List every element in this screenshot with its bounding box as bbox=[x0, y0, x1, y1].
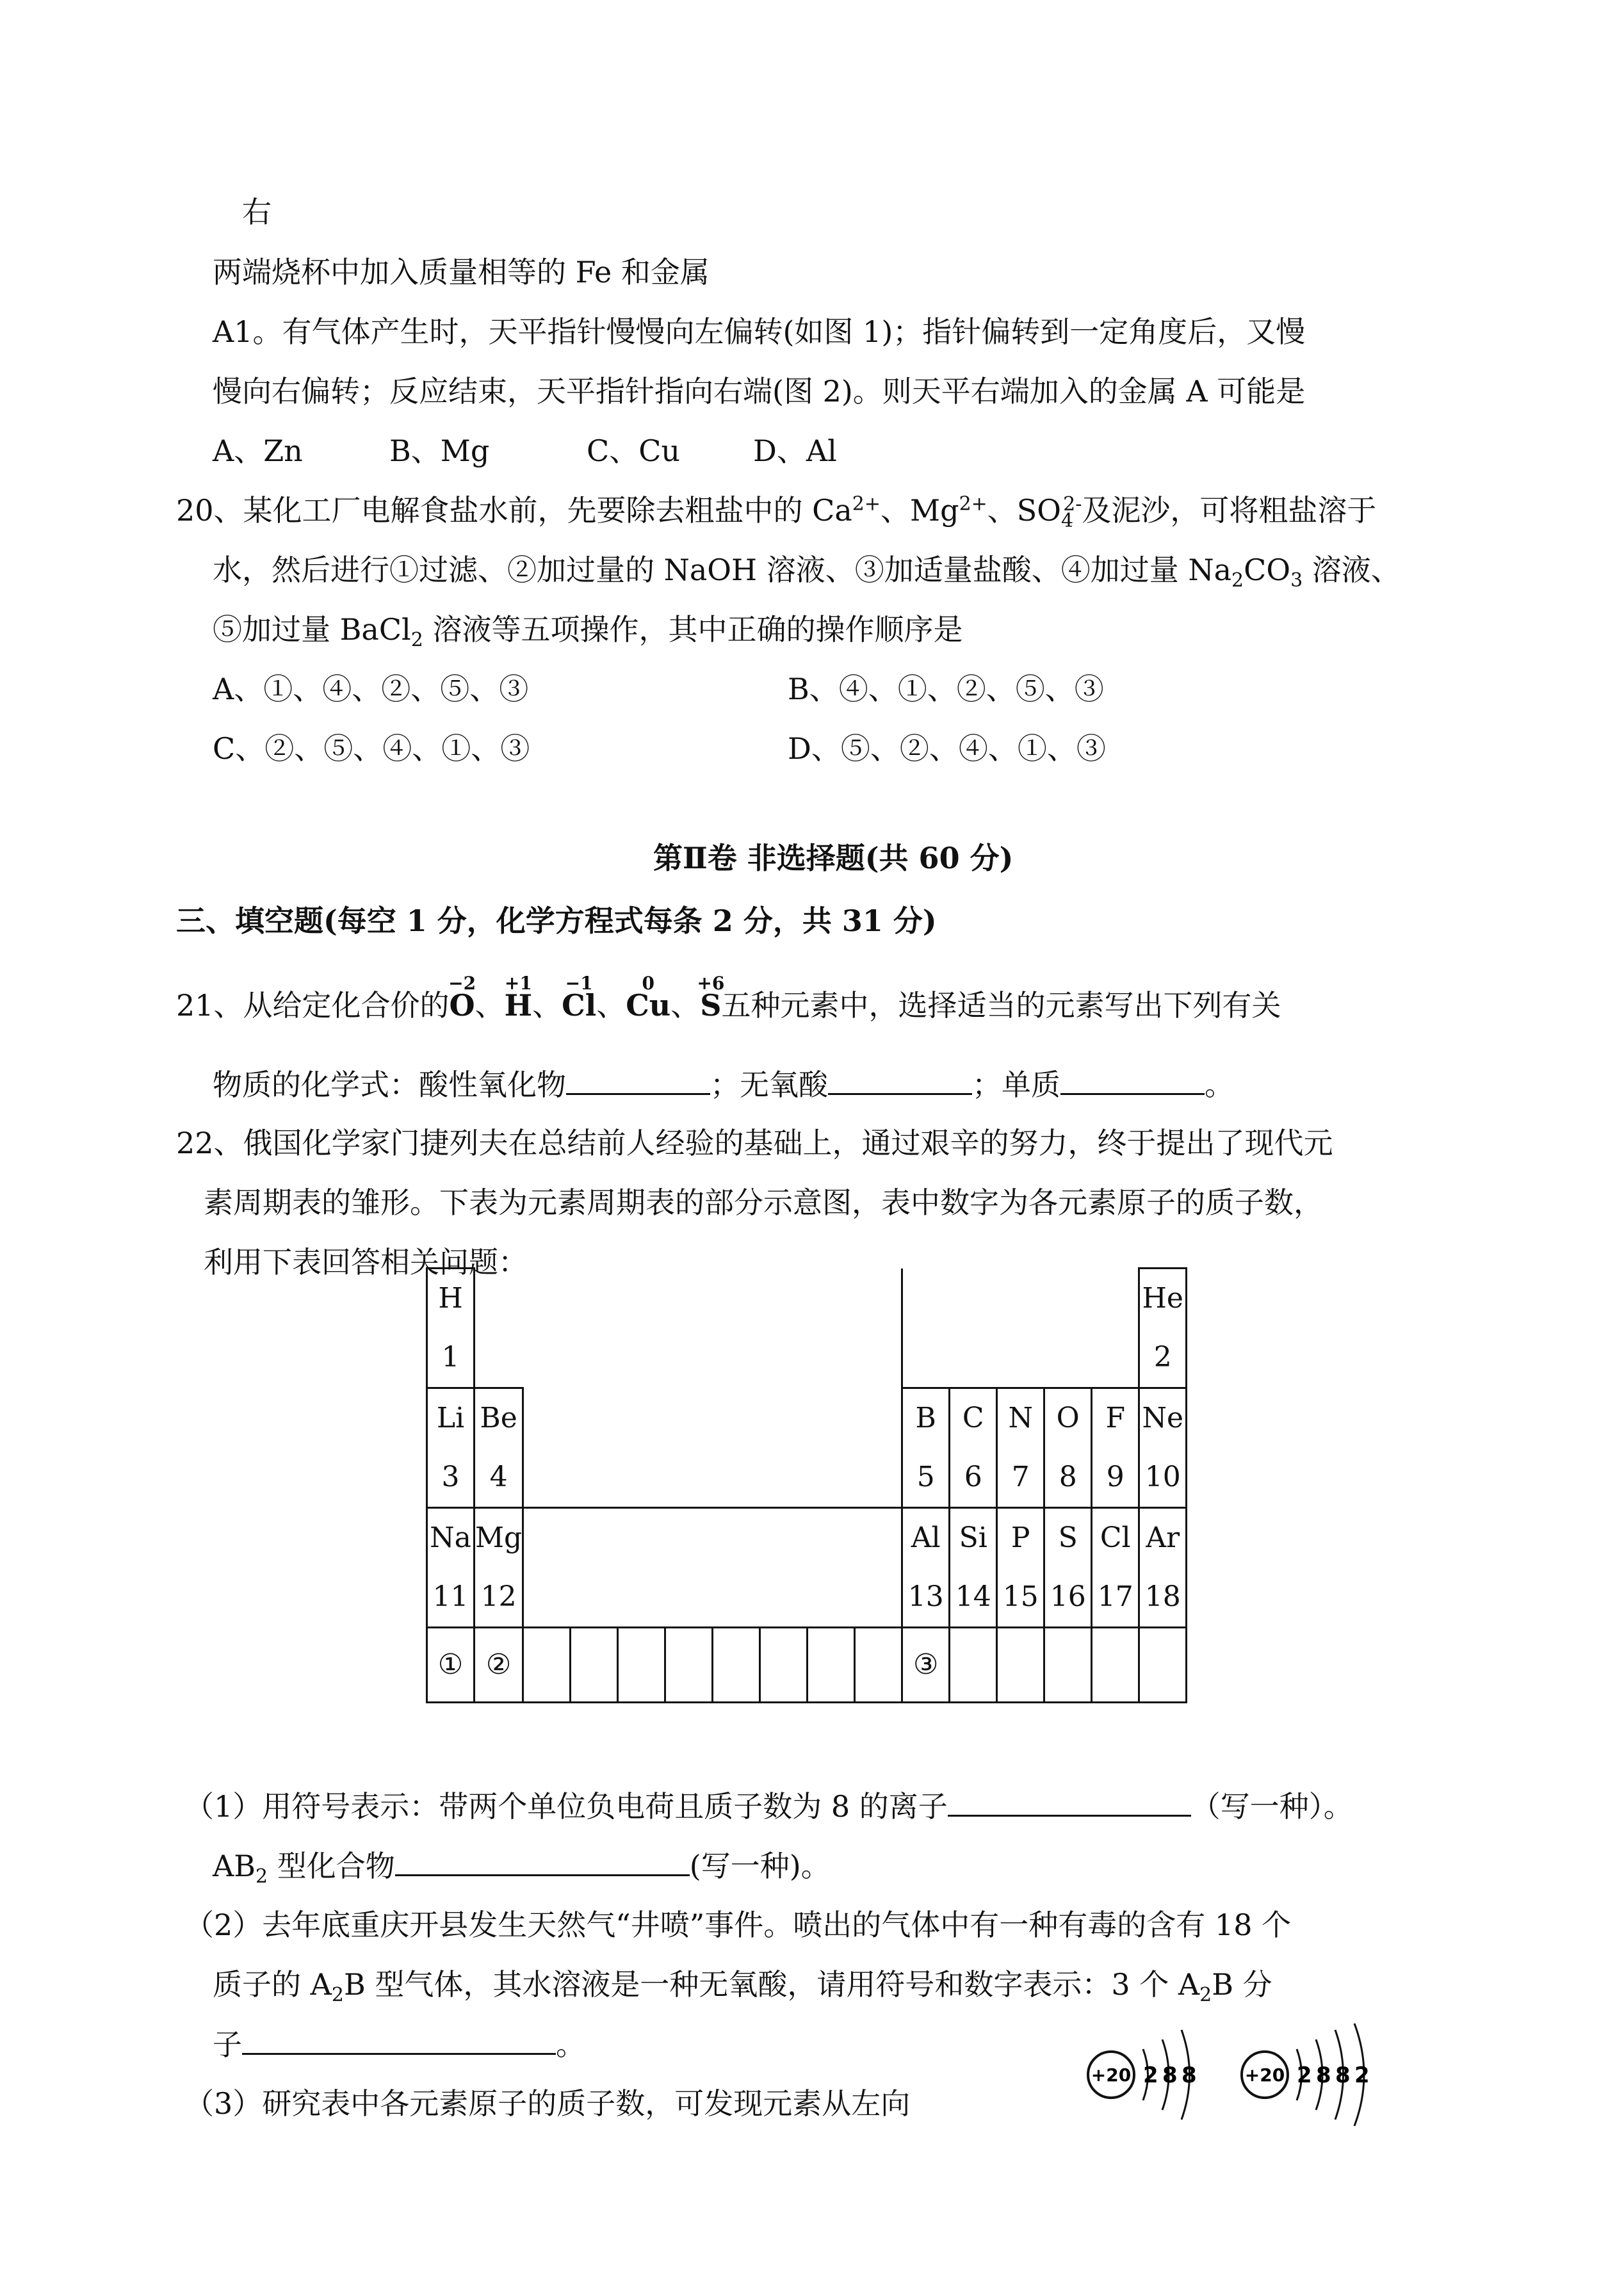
cell-he: He 2 bbox=[1139, 1269, 1187, 1388]
q19-option-a: A、Zn bbox=[213, 434, 303, 468]
atom-2-shell-count: 8 bbox=[1316, 2063, 1331, 2088]
q19-option-d: D、Al bbox=[753, 434, 837, 468]
cell-empty bbox=[808, 1628, 855, 1703]
cell-ar: Ar 18 bbox=[1139, 1508, 1187, 1628]
cell-s: S 16 bbox=[1044, 1508, 1092, 1628]
atom-1-shell-count: 8 bbox=[1181, 2063, 1197, 2088]
atom-2-nucleus-label: +20 bbox=[1244, 2064, 1285, 2086]
atom-2-shell-count: 2 bbox=[1354, 2063, 1370, 2088]
q20-option-a: A、①、④、②、⑤、③ bbox=[213, 672, 529, 706]
cell-ne: Ne 10 bbox=[1139, 1388, 1187, 1508]
blank-oxygen-free-acid[interactable] bbox=[828, 1065, 972, 1095]
cell-f: F 9 bbox=[1092, 1388, 1139, 1508]
section2-title: 第Ⅱ卷 非选择题(共 60 分) bbox=[653, 841, 1014, 875]
q22-line1: 22、俄国化学家门捷列夫在总结前人经验的基础上，通过艰辛的努力，终于提出了现代元 bbox=[176, 1126, 1333, 1160]
blank-ion[interactable] bbox=[948, 1787, 1191, 1817]
cell-li: Li 3 bbox=[427, 1388, 475, 1508]
cell-empty bbox=[760, 1628, 808, 1703]
valence-h: +1 H bbox=[504, 973, 533, 1023]
blank-3-a2b-molecules[interactable] bbox=[242, 2025, 556, 2055]
valence-cl: −1 Cl bbox=[562, 973, 597, 1023]
cell-si: Si 14 bbox=[950, 1508, 997, 1628]
atom-structure-2 bbox=[1236, 2011, 1402, 2139]
atom-1-nucleus-label: +20 bbox=[1091, 2064, 1132, 2086]
cell-empty bbox=[855, 1628, 902, 1703]
q21-line1: 21、从给定化合价的 −2 O、 +1 H、 −1 Cl、 0 Cu、 +6 S五种元素中，选择适当的元素写出下列有关 bbox=[176, 986, 1281, 1025]
atom-1-shell-count: 8 bbox=[1162, 2063, 1178, 2088]
blank-ab2-compound[interactable] bbox=[395, 1846, 690, 1876]
periodic-table bbox=[426, 1267, 1187, 1703]
q19-option-c: C、Cu bbox=[587, 434, 681, 468]
cell-empty bbox=[618, 1628, 665, 1703]
part3-title: 三、填空题(每空 1 分，化学方程式每条 2 分，共 31 分) bbox=[176, 904, 937, 938]
cell-empty bbox=[713, 1628, 760, 1703]
cell-n: N 7 bbox=[997, 1388, 1044, 1508]
valence-o: −2 O bbox=[448, 973, 476, 1023]
cell-cl: Cl 17 bbox=[1092, 1508, 1139, 1628]
cell-empty bbox=[571, 1628, 618, 1703]
q19-line2: 两端烧杯中加入质量相等的 Fe 和金属 bbox=[213, 255, 710, 289]
q22-sub3-line1: （3）研究表中各元素原子的质子数，可发现元素从左向 bbox=[184, 2086, 911, 2121]
cell-o: O 8 bbox=[1044, 1388, 1092, 1508]
cell-c: C 6 bbox=[950, 1388, 997, 1508]
q19-option-b: B、Mg bbox=[389, 434, 490, 468]
q20-line3: ⑤加过量 BaCl$_2$ 溶液等五项操作，其中正确的操作顺序是 bbox=[213, 612, 963, 652]
cell-empty bbox=[997, 1628, 1044, 1703]
q22-sub2-line3: 子 。 bbox=[213, 2025, 585, 2064]
cell-mark-2: ② bbox=[475, 1628, 523, 1703]
cell-mark-1: ① bbox=[427, 1628, 475, 1703]
cell-empty bbox=[665, 1628, 713, 1703]
cell-mg: Mg 12 bbox=[475, 1508, 523, 1628]
cell-p: P 15 bbox=[997, 1508, 1044, 1628]
q22-line2: 素周期表的雏形。下表为元素周期表的部分示意图，表中数字为各元素原子的质子数， bbox=[204, 1185, 1323, 1220]
cell-empty bbox=[1139, 1628, 1187, 1703]
cell-empty bbox=[523, 1628, 571, 1703]
atom-1-shell-count: 2 bbox=[1143, 2063, 1158, 2088]
cell-b: B 5 bbox=[902, 1388, 950, 1508]
cell-na: Na 11 bbox=[427, 1508, 475, 1628]
q20-line1: 20、某化工厂电解食盐水前，先要除去粗盐中的 $Ca^{2+}$、$Mg^{2+}$、$SO_4^{2-}$及泥沙，可将粗盐溶于 bbox=[176, 492, 1377, 533]
cell-mark-3: ③ bbox=[902, 1628, 950, 1703]
atom-2-shell-count: 8 bbox=[1335, 2063, 1351, 2088]
q22-sub2-line1: （2）去年底重庆开县发生天然气“井喷”事件。喷出的气体中有一种有毒的含有 18 个 bbox=[184, 1908, 1292, 1942]
valence-s: +6 S bbox=[697, 973, 725, 1023]
q20-option-d: D、⑤、②、④、①、③ bbox=[788, 731, 1106, 766]
valence-cu: 0 Cu bbox=[626, 973, 671, 1023]
blank-acidic-oxide[interactable] bbox=[566, 1065, 710, 1095]
cell-be: Be 4 bbox=[475, 1388, 523, 1508]
atom-2-shell-count: 2 bbox=[1297, 2063, 1312, 2088]
q19-line4: 慢向右偏转；反应结束，天平指针指向右端(图 2)。则天平右端加入的金属 A 可能是 bbox=[213, 374, 1306, 409]
q21-line2: 物质的化学式：酸性氧化物 ；无氧酸 ；单质 。 bbox=[213, 1065, 1234, 1104]
blank-element-substance[interactable] bbox=[1060, 1065, 1205, 1095]
q19-line3: A1。有气体产生时，天平指针慢慢向左偏转(如图 1)；指针偏转到一定角度后，又慢 bbox=[213, 314, 1306, 349]
q20-option-c: C、②、⑤、④、①、③ bbox=[213, 731, 530, 766]
q22-line3: 利用下表回答相关问题： bbox=[204, 1245, 528, 1279]
cell-empty bbox=[1092, 1628, 1139, 1703]
q22-sub2-line2: 质子的 $A_2B$ 型气体，其水溶液是一种无氧酸，请用符号和数字表示：3 个 $A_2B$ 分 bbox=[213, 1967, 1272, 2007]
q20-option-b: B、④、①、②、⑤、③ bbox=[788, 672, 1104, 706]
q22-sub1-line2: $AB_2$ 型化合物 (写一种)。 bbox=[213, 1846, 831, 1885]
cell-h: H 1 bbox=[427, 1269, 475, 1388]
q20-line2: 水，然后进行①过滤、②加过量的 NaOH 溶液、③加适量盐酸、④加过量 $Na_2CO_3$ 溶液、 bbox=[213, 553, 1401, 592]
atom-structure-1 bbox=[1082, 2011, 1236, 2139]
cell-empty bbox=[950, 1628, 997, 1703]
q19-line1: 右 bbox=[242, 195, 272, 229]
q22-sub1-line1: （1）用符号表示：带两个单位负电荷且质子数为 8 的离子 （写一种）。 bbox=[184, 1787, 1353, 1826]
cell-empty bbox=[1044, 1628, 1092, 1703]
cell-al: Al 13 bbox=[902, 1508, 950, 1628]
